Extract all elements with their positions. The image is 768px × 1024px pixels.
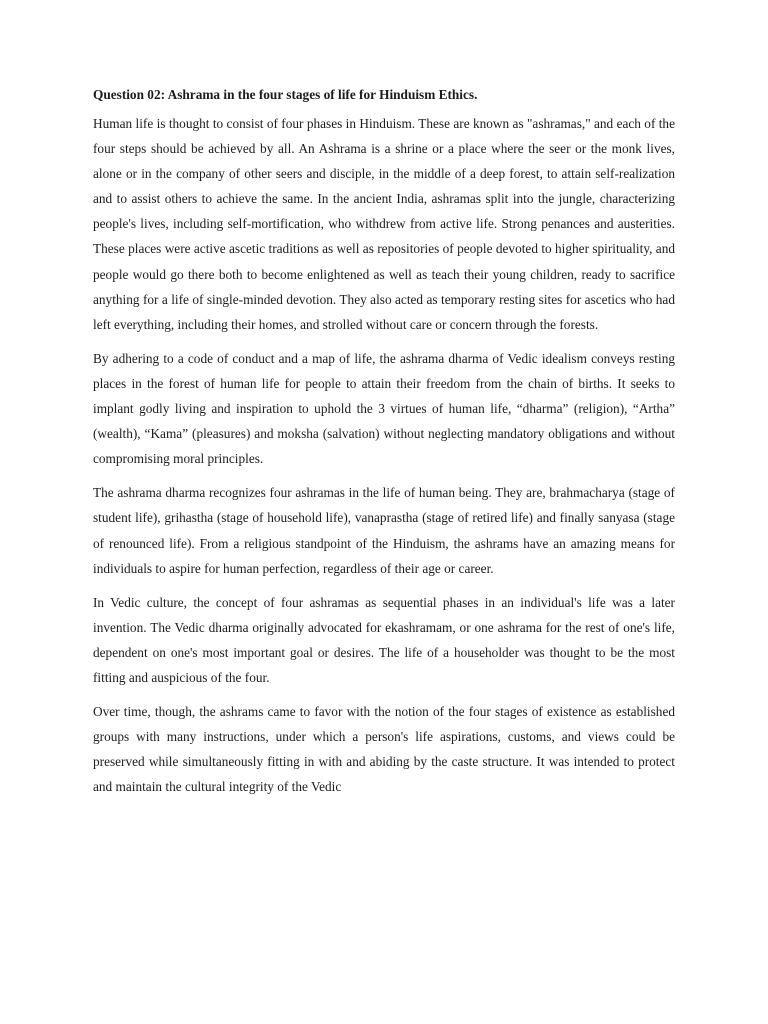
paragraph-vedic-culture: In Vedic culture, the concept of four ashramas as sequential phases in an individual's life was a later invention. The Vedic dharma originally advocated for ekashramam, or one ashrama for the rest of one's life, dependent on one's most important goal or desires. The life of a householder was thought to be the most fitting and auspicious of the four. [93,594,675,685]
question-title: Question 02: Ashrama in the four stages of life for Hinduism Ethics. [93,87,478,102]
paragraph-four-ashramas: The ashrama dharma recognizes four ashramas in the life of human being. They are, brahmacharya (stage of student life), grihastha (stage of household life), vanaprastha (stage of retired life) and finally sanyasa (stage of renounced life). From a religious standpoint of the Hinduism, the ashrams have an amazing means for individuals to aspire for human perfection, regardless of their age or career. [93,485,675,576]
paragraph-ashrama-dharma: By adhering to a code of conduct and a map of life, the ashrama dharma of Vedic idealism conveys resting places in the forest of human life for people to attain their freedom from the chain of births. It seeks to implant godly living and inspiration to uphold the 3 virtues of human life, “dharma” (religion), “Artha” (wealth), “Kama” (pleasures) and moksha (salvation) without neglecting mandatory obligations and without compromising moral principles. [93,350,675,467]
paragraph-over-time: Over time, though, the ashrams came to favor with the notion of the four stages of existence as established groups with many instructions, under which a person's life aspirations, customs, and views could be preserved while simultaneously fitting in with and abiding by the caste structure. It was intended to protect and maintain the cultural integrity of the Vedic [93,704,675,795]
document-body [93,82,675,808]
paragraph-intro: Human life is thought to consist of four phases in Hinduism. These are known as "ashramas," and each of the four steps should be achieved by all. An Ashrama is a shrine or a place where the seer or the monk lives, alone or in the company of other seers and disciple, in the middle of a deep forest, to attain self-realization and to assist others to achieve the same. In the ancient India, ashramas split into the jungle, characterizing people's lives, including self-mortification, who withdrew from active life. Strong penances and austerities. These places were active ascetic traditions as well as repositories of people devoted to higher spirituality, and people would go there both to become enlightened as well as teach their young children, ready to sacrifice anything for a life of single-minded devotion. They also acted as temporary resting sites for ascetics who had left everything, including their homes, and strolled without care or concern through the forests. [93,116,675,332]
